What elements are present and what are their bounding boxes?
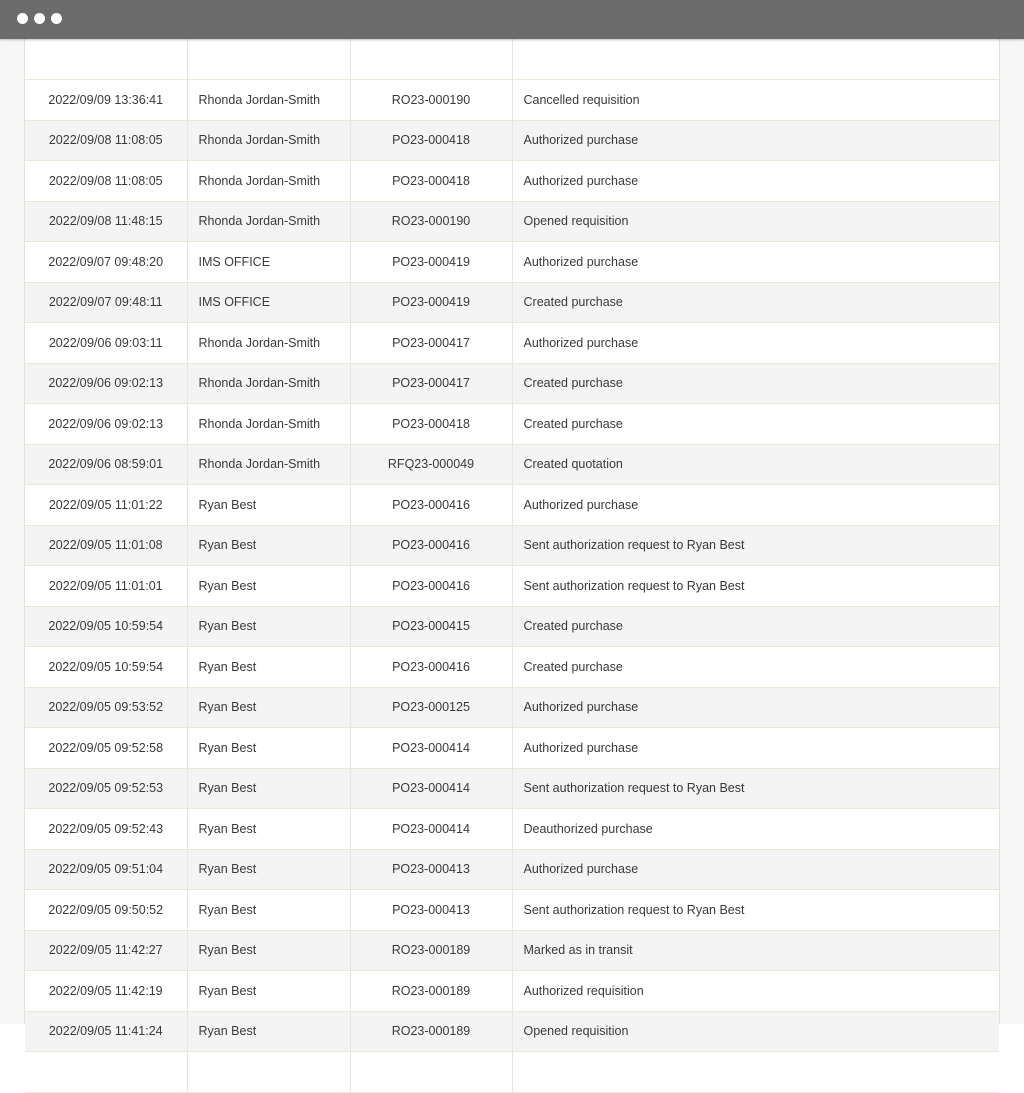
table-row[interactable]: [25, 282, 999, 323]
action-cell: Created purchase: [512, 606, 999, 647]
reference-cell: PO23-000416: [350, 566, 512, 607]
user-cell: Ryan Best: [187, 890, 350, 931]
reference-cell: PO23-000416: [350, 647, 512, 688]
table-top-border: [25, 39, 999, 80]
timestamp-cell: 2022/09/06 09:02:13: [25, 404, 187, 445]
user-cell: Ryan Best: [187, 768, 350, 809]
action-cell: Created purchase: [512, 363, 999, 404]
timestamp-cell: 2022/09/05 09:53:52: [25, 687, 187, 728]
table-row[interactable]: [25, 525, 999, 566]
user-cell: [187, 1052, 350, 1093]
reference-cell: RO23-000189: [350, 930, 512, 971]
action-cell: Authorized purchase: [512, 242, 999, 283]
action-cell: Created purchase: [512, 282, 999, 323]
table-row[interactable]: [25, 404, 999, 445]
reference-cell: PO23-000413: [350, 890, 512, 931]
timestamp-cell: 2022/09/05 11:01:01: [25, 566, 187, 607]
activity-log-table: [25, 39, 999, 1093]
timestamp-cell: 2022/09/05 09:50:52: [25, 890, 187, 931]
action-cell: Sent authorization request to Ryan Best: [512, 768, 999, 809]
table-row[interactable]: [25, 80, 999, 121]
timestamp-cell: 2022/09/05 09:51:04: [25, 849, 187, 890]
table-row[interactable]: [25, 201, 999, 242]
table-row[interactable]: [25, 809, 999, 850]
reference-cell: PO23-000416: [350, 525, 512, 566]
table-row[interactable]: [25, 566, 999, 607]
window-titlebar: [0, 0, 1024, 39]
user-cell: Ryan Best: [187, 687, 350, 728]
action-cell: Created purchase: [512, 404, 999, 445]
table-row[interactable]: [25, 161, 999, 202]
action-cell: Authorized purchase: [512, 728, 999, 769]
user-cell: Rhonda Jordan-Smith: [187, 80, 350, 121]
reference-cell: PO23-000414: [350, 809, 512, 850]
table-row[interactable]: [25, 890, 999, 931]
table-row[interactable]: [25, 1011, 999, 1052]
table-row[interactable]: [25, 971, 999, 1012]
action-cell: Authorized purchase: [512, 161, 999, 202]
timestamp-cell: 2022/09/05 09:52:43: [25, 809, 187, 850]
timestamp-cell: 2022/09/05 09:52:53: [25, 768, 187, 809]
reference-cell: RO23-000189: [350, 971, 512, 1012]
action-cell: Sent authorization request to Ryan Best: [512, 890, 999, 931]
reference-cell: PO23-000125: [350, 687, 512, 728]
user-cell: Rhonda Jordan-Smith: [187, 323, 350, 364]
timestamp-cell: 2022/09/05 10:59:54: [25, 606, 187, 647]
action-cell: Created quotation: [512, 444, 999, 485]
action-cell: Sent authorization request to Ryan Best: [512, 566, 999, 607]
user-cell: Ryan Best: [187, 809, 350, 850]
table-row[interactable]: [25, 647, 999, 688]
user-cell: Ryan Best: [187, 525, 350, 566]
user-cell: Ryan Best: [187, 606, 350, 647]
timestamp-cell: 2022/09/05 09:52:58: [25, 728, 187, 769]
reference-cell: PO23-000414: [350, 728, 512, 769]
timestamp-cell: 2022/09/06 08:59:01: [25, 444, 187, 485]
user-cell: IMS OFFICE: [187, 242, 350, 283]
reference-cell: PO23-000418: [350, 161, 512, 202]
reference-cell: RO23-000190: [350, 201, 512, 242]
table-row[interactable]: [25, 120, 999, 161]
table-row[interactable]: [25, 363, 999, 404]
reference-cell: PO23-000419: [350, 282, 512, 323]
table-row[interactable]: [25, 930, 999, 971]
user-cell: Ryan Best: [187, 647, 350, 688]
action-cell: Opened requisition: [512, 201, 999, 242]
user-cell: Ryan Best: [187, 566, 350, 607]
user-cell: Rhonda Jordan-Smith: [187, 444, 350, 485]
table-row[interactable]: [25, 849, 999, 890]
table-row[interactable]: [25, 1052, 999, 1093]
table-row[interactable]: [25, 728, 999, 769]
timestamp-cell: 2022/09/06 09:02:13: [25, 363, 187, 404]
timestamp-cell: 2022/09/05 11:41:24: [25, 1011, 187, 1052]
timestamp-cell: 2022/09/07 09:48:11: [25, 282, 187, 323]
user-cell: Rhonda Jordan-Smith: [187, 161, 350, 202]
user-cell: Ryan Best: [187, 971, 350, 1012]
action-cell: Sent authorization request to Ryan Best: [512, 525, 999, 566]
timestamp-cell: 2022/09/08 11:08:05: [25, 161, 187, 202]
action-cell: [512, 1052, 999, 1093]
reference-cell: PO23-000417: [350, 323, 512, 364]
action-cell: Deauthorized purchase: [512, 809, 999, 850]
timestamp-cell: 2022/09/05 11:01:08: [25, 525, 187, 566]
timestamp-cell: 2022/09/05 11:42:19: [25, 971, 187, 1012]
timestamp-cell: 2022/09/08 11:08:05: [25, 120, 187, 161]
action-cell: Opened requisition: [512, 1011, 999, 1052]
reference-cell: PO23-000415: [350, 606, 512, 647]
timestamp-cell: 2022/09/05 11:42:27: [25, 930, 187, 971]
activity-log-body: [25, 39, 999, 1092]
user-cell: Ryan Best: [187, 728, 350, 769]
user-cell: Ryan Best: [187, 849, 350, 890]
reference-cell: RO23-000189: [350, 1011, 512, 1052]
timestamp-cell: 2022/09/07 09:48:20: [25, 242, 187, 283]
activity-log-panel[interactable]: [24, 39, 1000, 1039]
table-row[interactable]: [25, 444, 999, 485]
table-row[interactable]: [25, 323, 999, 364]
timestamp-cell: [25, 1052, 187, 1093]
table-row[interactable]: [25, 242, 999, 283]
action-cell: Cancelled requisition: [512, 80, 999, 121]
reference-cell: PO23-000413: [350, 849, 512, 890]
timestamp-cell: 2022/09/09 13:36:41: [25, 80, 187, 121]
action-cell: Created purchase: [512, 647, 999, 688]
reference-cell: PO23-000417: [350, 363, 512, 404]
action-cell: Authorized requisition: [512, 971, 999, 1012]
reference-cell: RFQ23-000049: [350, 444, 512, 485]
user-cell: IMS OFFICE: [187, 282, 350, 323]
user-cell: Rhonda Jordan-Smith: [187, 201, 350, 242]
user-cell: Rhonda Jordan-Smith: [187, 363, 350, 404]
window-control-dot-icon[interactable]: [34, 13, 45, 24]
reference-cell: RO23-000190: [350, 80, 512, 121]
user-cell: Rhonda Jordan-Smith: [187, 120, 350, 161]
table-row[interactable]: [25, 687, 999, 728]
user-cell: Ryan Best: [187, 1011, 350, 1052]
reference-cell: PO23-000418: [350, 404, 512, 445]
user-cell: Ryan Best: [187, 485, 350, 526]
action-cell: Authorized purchase: [512, 687, 999, 728]
table-row[interactable]: [25, 768, 999, 809]
reference-cell: PO23-000416: [350, 485, 512, 526]
window-control-dot-icon[interactable]: [51, 13, 62, 24]
timestamp-cell: 2022/09/05 11:01:22: [25, 485, 187, 526]
action-cell: Marked as in transit: [512, 930, 999, 971]
user-cell: Ryan Best: [187, 930, 350, 971]
reference-cell: PO23-000419: [350, 242, 512, 283]
action-cell: Authorized purchase: [512, 323, 999, 364]
timestamp-cell: 2022/09/06 09:03:11: [25, 323, 187, 364]
timestamp-cell: 2022/09/08 11:48:15: [25, 201, 187, 242]
timestamp-cell: 2022/09/05 10:59:54: [25, 647, 187, 688]
table-row[interactable]: [25, 606, 999, 647]
action-cell: Authorized purchase: [512, 485, 999, 526]
reference-cell: PO23-000414: [350, 768, 512, 809]
action-cell: Authorized purchase: [512, 120, 999, 161]
window-control-dot-icon[interactable]: [17, 13, 28, 24]
user-cell: Rhonda Jordan-Smith: [187, 404, 350, 445]
action-cell: Authorized purchase: [512, 849, 999, 890]
reference-cell: [350, 1052, 512, 1093]
reference-cell: PO23-000418: [350, 120, 512, 161]
table-row[interactable]: [25, 485, 999, 526]
